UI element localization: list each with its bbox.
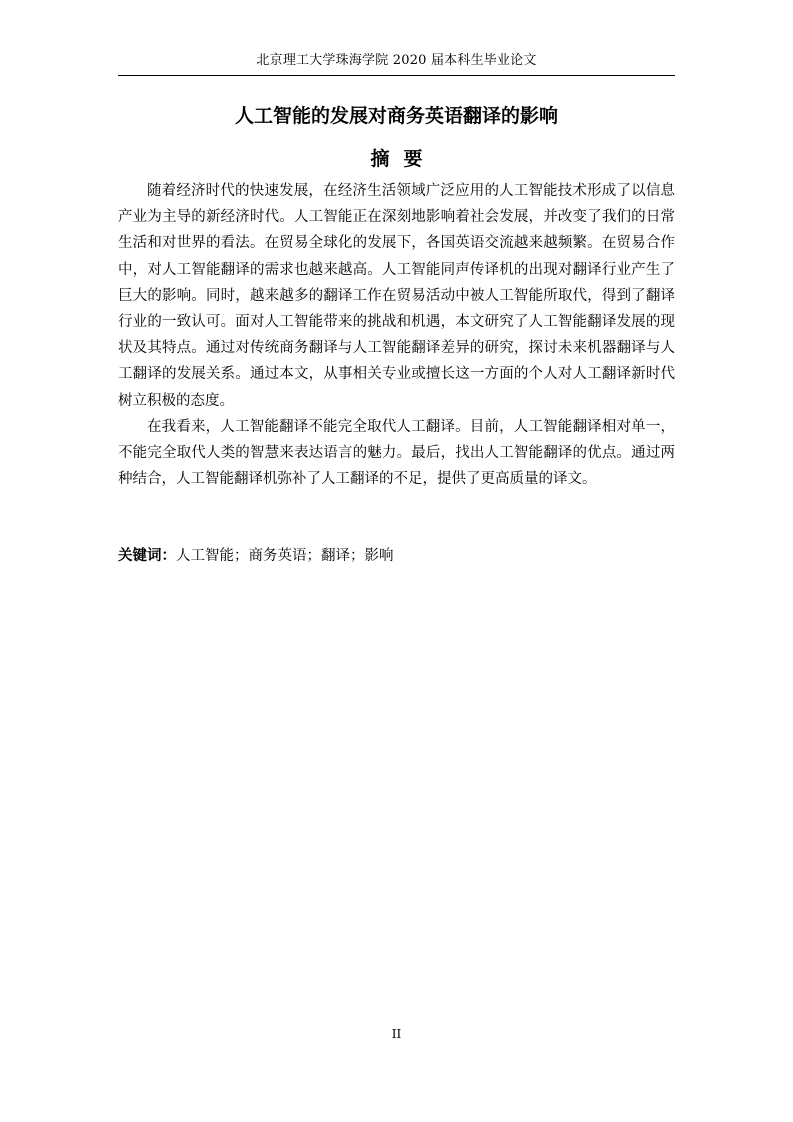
abstract-heading: 摘要 (370, 148, 437, 170)
abstract-paragraph-1: 随着经济时代的快速发展，在经济生活领域广泛应用的人工智能技术形成了以信息产业为主导的新经济时代。人工智能正在深刻地影响着社会发展，并改变了我们的日常生活和对世界的看法。在贸易全球化的发展下，各国英语交流越来越频繁。在贸易合作中，对人工智能翻译的需求也越来越高。人工智能同声传译机的出现对翻译行业产生了巨大的影响。同时，越来越多的翻译工作在贸易活动中被人工智能所取代，得到了翻译行业的一致认可。面对人工智能带来的挑战和机遇，本文研究了人工智能翻译发展的现状及其特点。通过对传统商务翻译与人工智能翻译差异的研究，探讨未来机器翻译与人工翻译的发展关系。通过本文，从事相关专业或擅长这一方面的个人对人工翻译新时代树立积极的态度。 (118, 183, 675, 409)
keywords-line (118, 544, 675, 568)
keywords-value: 人工智能；商务英语；翻译；影响 (176, 548, 394, 564)
keywords-label: 关键词： (118, 548, 176, 564)
page-number: II (391, 1027, 402, 1041)
abstract-paragraph-2: 在我看来，人工智能翻译不能完全取代人工翻译。目前，人工智能翻译相对单一，不能完全取代人类的智慧来表达语言的魅力。最后，找出人工智能翻译的优点。通过两种结合，人工智能翻译机弥补了人工翻译的不足，提供了更高质量的译文。 (118, 418, 675, 488)
header-divider (118, 75, 675, 76)
abstract-body (118, 178, 675, 492)
thesis-title: 人工智能的发展对商务英语翻译的影响 (234, 105, 558, 127)
running-header: 北京理工大学珠海学院 2020 届本科生毕业论文 (256, 53, 537, 68)
